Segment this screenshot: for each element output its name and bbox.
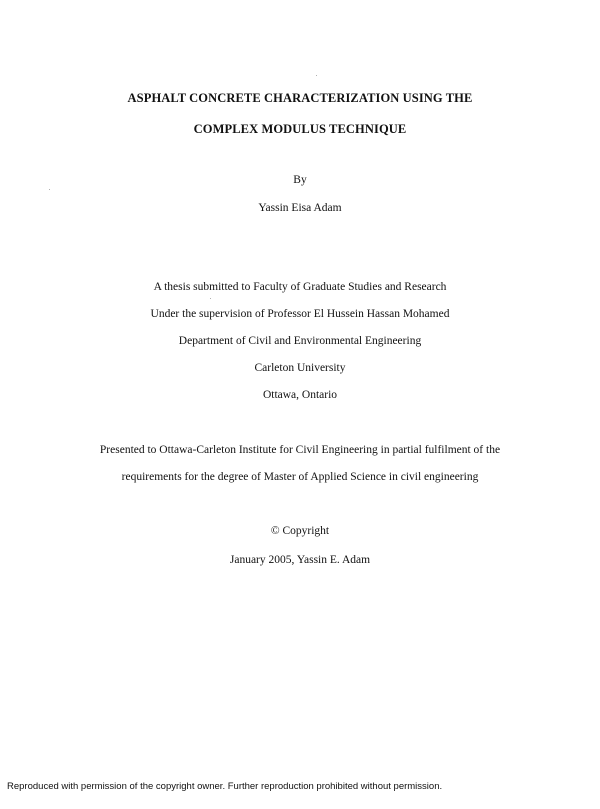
scan-speck [49,189,50,190]
presentation-line-1: Presented to Ottawa-Carleton Institute for Civil Engineering in partial fulfilment of the [99,444,501,456]
copyright-notice: © Copyright [270,525,330,537]
submission-line-supervisor: Under the supervision of Professor El Hussein Hassan Mohamed [150,308,450,320]
copyright-date-author: January 2005, Yassin E. Adam [229,554,371,566]
scan-speck [210,298,211,299]
submission-line-faculty: A thesis submitted to Faculty of Graduate Studies and Research [153,281,447,293]
scan-speck [316,75,317,76]
reproduction-footer: Reproduced with permission of the copyright owner. Further reproduction prohibited without permission. [7,781,443,792]
submission-line-department: Department of Civil and Environmental Engineering [178,335,422,347]
author-name: Yassin Eisa Adam [258,202,342,214]
thesis-title-line-1: ASPHALT CONCRETE CHARACTERIZATION USING THE [127,91,473,105]
submission-line-university: Carleton University [254,362,346,374]
thesis-title-line-2: COMPLEX MODULUS TECHNIQUE [193,122,407,136]
by-label: By [293,174,307,186]
submission-line-location: Ottawa, Ontario [262,389,338,401]
presentation-line-2: requirements for the degree of Master of Applied Science in civil engineering [121,471,479,483]
